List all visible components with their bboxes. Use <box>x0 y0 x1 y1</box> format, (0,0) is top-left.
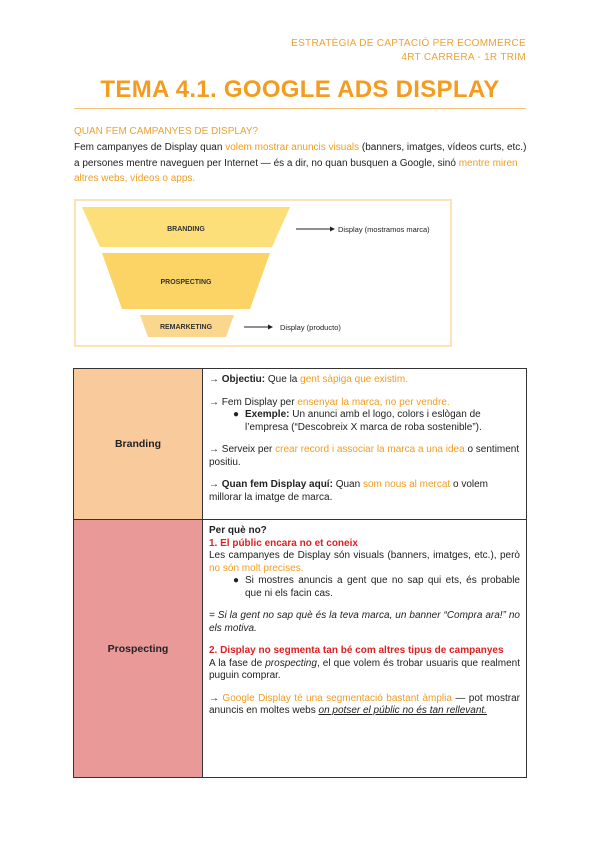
funnel-label-remarketing: REMARKETING <box>159 324 213 331</box>
row-content-branding <box>203 369 527 520</box>
header-course-title: ESTRATÈGIA DE CAPTACIÓ PER ECOMMERCE <box>291 38 526 49</box>
branding-example-bullet: ● Exemple: Un anunci amb el logo, colors i eslògan de l’empresa (“Descobreix X marca de roba sostenible”). <box>233 409 482 433</box>
arrow-remarketing-head <box>268 325 273 330</box>
row-label-prospecting: Prospecting <box>74 520 203 778</box>
prospecting-equation: = Si la gent no sap què és la teva marca, un banner “Compra ara!” no els motiva. <box>209 610 520 634</box>
prospecting-reason-2: 2. Display no segmenta tan bé com altres tipus de campanyes A la fase de prospecting, el que volem és trobar usuaris que realment puguin comprar. <box>209 645 520 681</box>
intro-highlight-2: mentre miren altres webs, vídeos o apps. <box>74 157 518 184</box>
header-term: 4RT CARRERA - 1R TRIM <box>401 52 526 63</box>
table-row-prospecting <box>74 520 527 778</box>
table-row-branding <box>74 369 527 520</box>
funnel-svg <box>76 201 450 345</box>
intro-text-2: (banners, imatges, vídeos curts, etc.) a persones mentre naveguen per Internet — és a dir, no quan busquen a Google, sinó <box>74 142 527 169</box>
funnel-label-branding: BRANDING <box>167 226 205 233</box>
intro-highlight-1: volem mostrar anuncis visuals <box>225 142 360 153</box>
title-divider <box>74 108 526 109</box>
stages-table <box>73 368 527 778</box>
branding-when: → Quan fem Display aquí: Quan som nous al mercat o volem millorar la imatge de marca. <box>209 479 489 503</box>
funnel-note-remarketing: Display (producto) <box>280 323 341 332</box>
funnel-diagram <box>74 199 452 347</box>
section-question: QUAN FEM CAMPANYES DE DISPLAY? <box>74 126 259 137</box>
funnel-note-branding: Display (mostramos marca) <box>338 225 430 234</box>
funnel-label-prospecting: PROSPECTING <box>160 279 212 286</box>
row-label-branding: Branding <box>74 369 203 520</box>
branding-purpose: → Fem Display per ensenyar la marca, no per vendre. ● Exemple: Un anunci amb el logo, colors i eslògan de l’empresa (“Descobreix X marca de roba sostenible”). <box>209 397 520 435</box>
row-content-prospecting <box>203 520 527 778</box>
intro-paragraph <box>74 140 529 187</box>
page-title: TEMA 4.1. GOOGLE ADS DISPLAY <box>100 76 500 103</box>
prospecting-conclusion: → Google Display té una segmentació bastant àmplia — pot mostrar anuncis en moltes webs on potser el públic no és tan rellevant. <box>209 692 520 716</box>
prospecting-bullet: ● Si mostres anuncis a gent que no sap qui ets, és probable que ni els facin cas. <box>233 575 520 599</box>
arrow-branding-head <box>330 227 335 232</box>
prospecting-reason-1: Per què no? 1. El públic encara no et coneix Les campanyes de Display són visuals (banners, imatges, etc.), però no són molt precises. ● Si mostres anuncis a gent que no sap qui ets, és probable que ni els facin cas. <box>209 525 520 599</box>
intro-text-1: Fem campanyes de Display quan <box>74 142 226 153</box>
branding-serves: → Serveix per crear record i associar la marca a una idea o sentiment positiu. <box>209 444 520 468</box>
branding-objective: → Objectiu: Que la gent sàpiga que existim. <box>209 374 408 385</box>
